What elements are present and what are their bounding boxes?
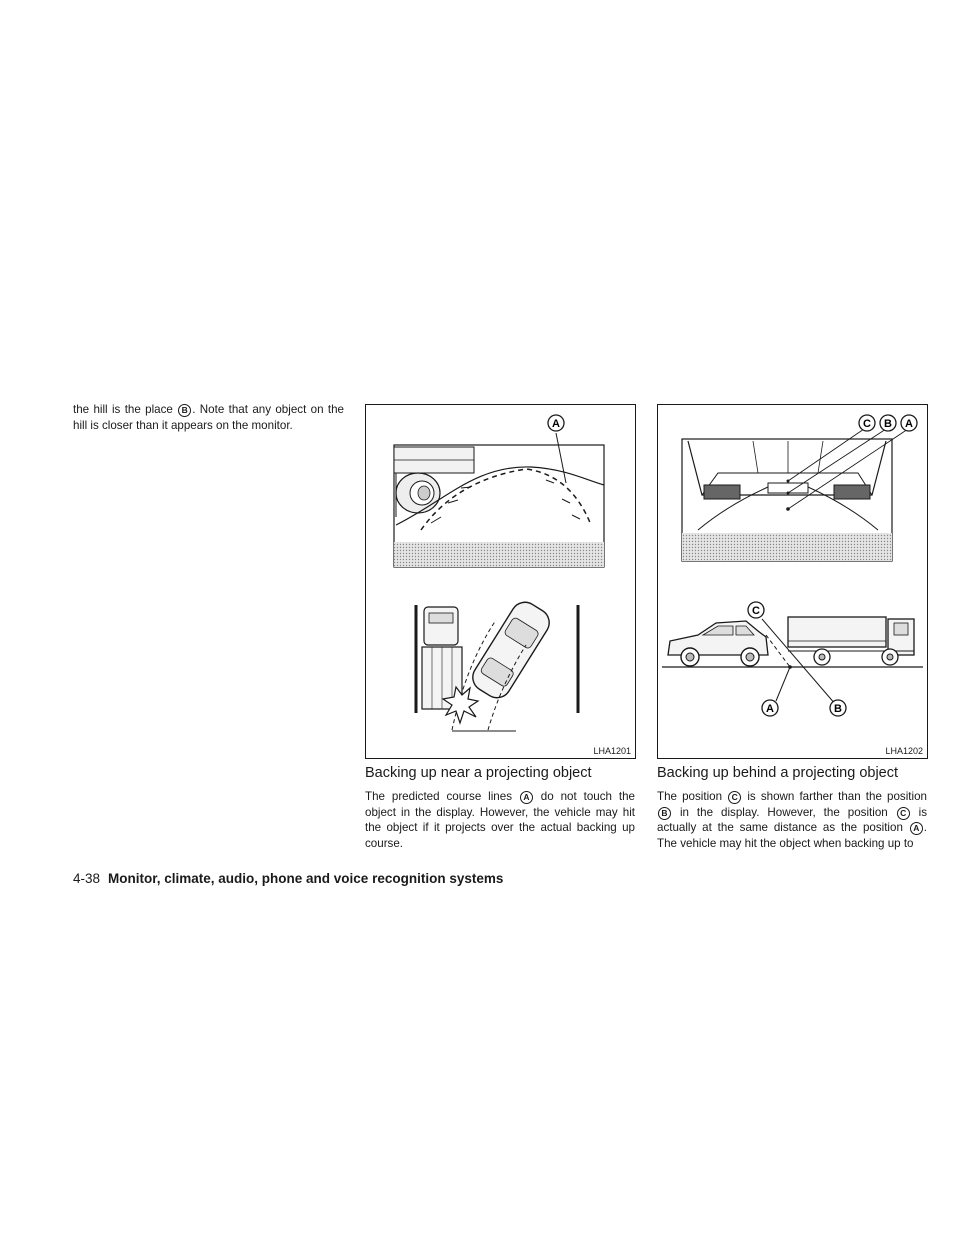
marker-c: C [728,791,741,804]
label-b-top: B [884,418,892,430]
text-run: is shown farther than the position [742,790,927,803]
label-c-top: C [863,418,871,430]
section-heading-near: Backing up near a projecting object [365,765,592,781]
text-run: the hill is the place [73,403,178,416]
chapter-title: Monitor, climate, audio, phone and voice recognition systems [108,871,504,886]
marker-c: C [897,807,910,820]
marker-a: A [910,822,923,835]
bumper-area [682,533,892,561]
text-run: do not touch the object in the display. However, the vehicle may hit the object if it projects over the actual backing up course. [365,790,635,850]
illustration-backing-behind [658,405,927,758]
text-run: . Note that any object on the hill is closer than it appears on the monitor. [73,403,344,432]
marker-b: B [178,404,191,417]
section-body-near [365,789,635,851]
label-b-side: B [834,703,842,715]
marker-a: A [520,791,533,804]
body-text-continuation [73,402,344,433]
figure-code: LHA1201 [593,746,631,756]
text-run: The position [657,790,728,803]
figure-projecting-object-near [365,404,636,759]
bumper-area [394,542,604,567]
page-number: 4-38 [73,871,101,886]
section-heading-behind: Backing up behind a projecting object [657,765,899,781]
section-body-behind [657,789,927,851]
text-run: is actually at the same distance as the position [657,805,927,835]
label-a-top: A [905,418,913,430]
text-run: . The vehicle may hit the object when backing up to [657,821,927,850]
figure-code: LHA1202 [885,746,923,756]
text-run: in the display. However, the position [672,805,896,819]
car-side-view [668,621,768,666]
label-a: A [552,418,560,430]
illustration-backing-near [366,405,635,758]
text-run: The predicted course lines [365,790,519,803]
label-a-side: A [766,703,774,715]
marker-b: B [658,807,671,820]
page-footer [73,871,503,886]
truck-side-view [788,617,914,665]
label-c-side: C [752,605,760,617]
car-top-view [468,597,555,703]
figure-projecting-object-behind [657,404,928,759]
